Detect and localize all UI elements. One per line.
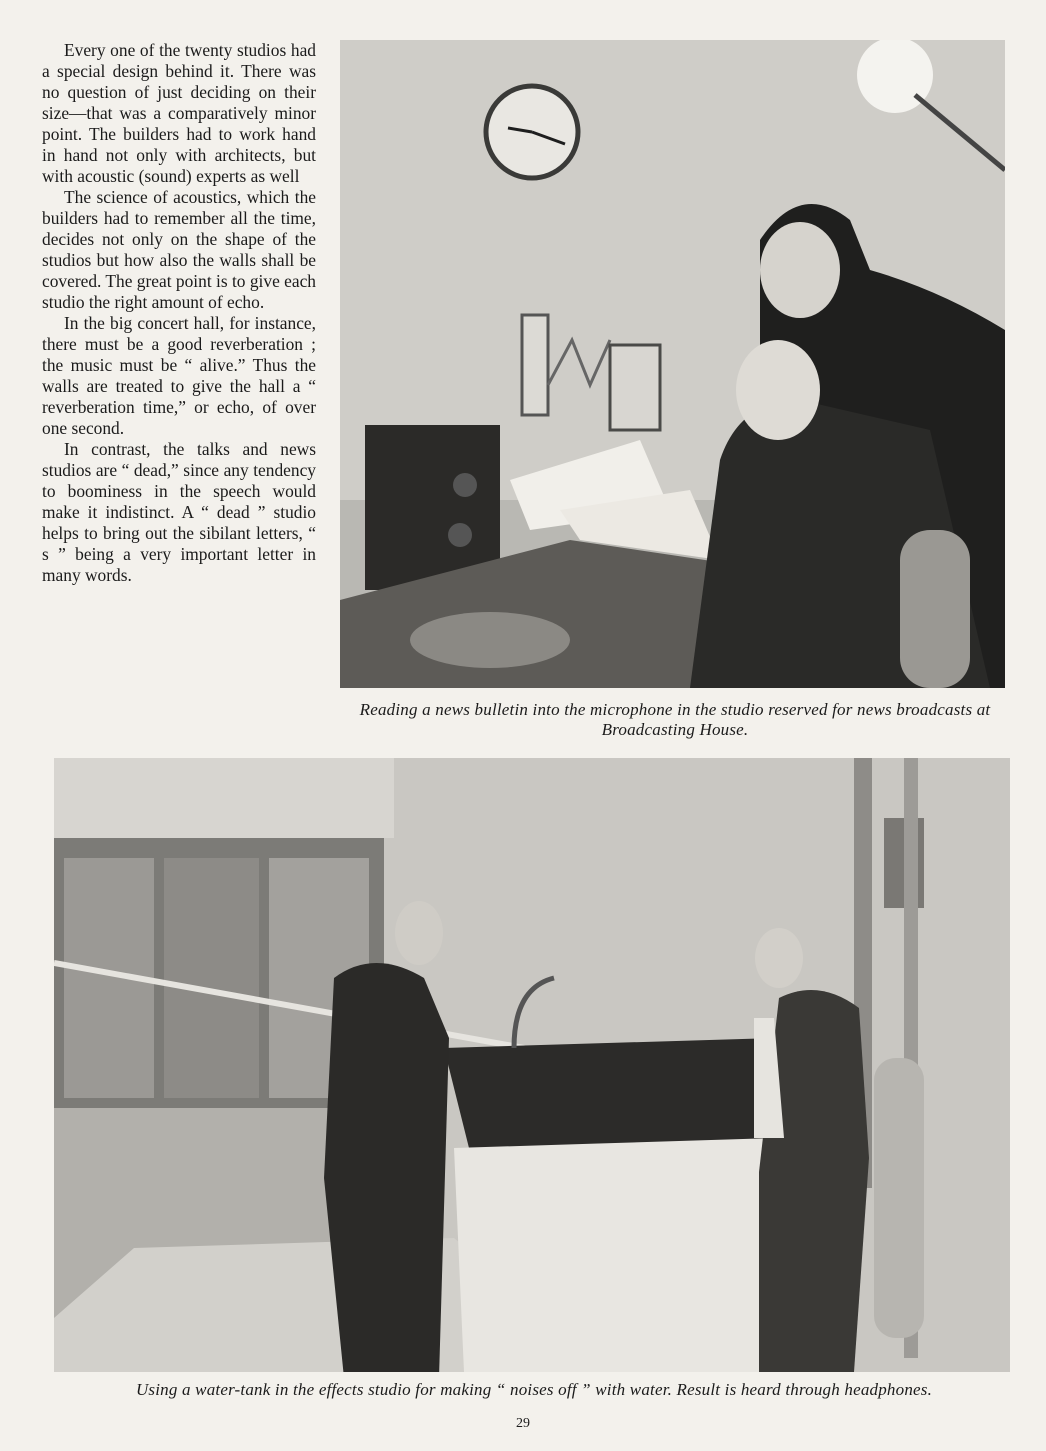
news-studio-photo xyxy=(340,40,1005,688)
effects-studio-caption: Using a water-tank in the effects studio for making “ noises off ” with water. Result is heard through headphones. xyxy=(135,1380,933,1399)
effects-studio-photo xyxy=(54,758,1010,1372)
article-column xyxy=(42,40,316,586)
page-number: 29 xyxy=(516,1416,530,1431)
article-paragraph: Every one of the twenty studios had a special design behind it. There was no question of just deciding on their size—that was a comparatively minor point. The builders had to work hand in hand not only with architects, but with acoustic (sound) experts as well xyxy=(42,40,316,186)
article-paragraph: In the big concert hall, for instance, there must be a good reverberation ; the music must be “ alive.” Thus the walls are treated to give the hall a “ reverberation time,” or echo, of over one second. xyxy=(42,313,316,438)
article-paragraph: The science of acoustics, which the builders had to remember all the time, decides not only on the shape of the studios but how also the walls shall be covered. The great point is to give each studio the right amount of echo. xyxy=(42,187,316,312)
news-studio-caption: Reading a news bulletin into the microphone in the studio reserved for news broadcasts at Broadcasting House. xyxy=(359,700,991,739)
article-paragraph: In contrast, the talks and news studios are “ dead,” since any tendency to boominess in the speech would make it indistinct. A “ dead ” studio helps to bring out the sibilant letters, “ s ” being a very important letter in many words. xyxy=(42,439,316,585)
